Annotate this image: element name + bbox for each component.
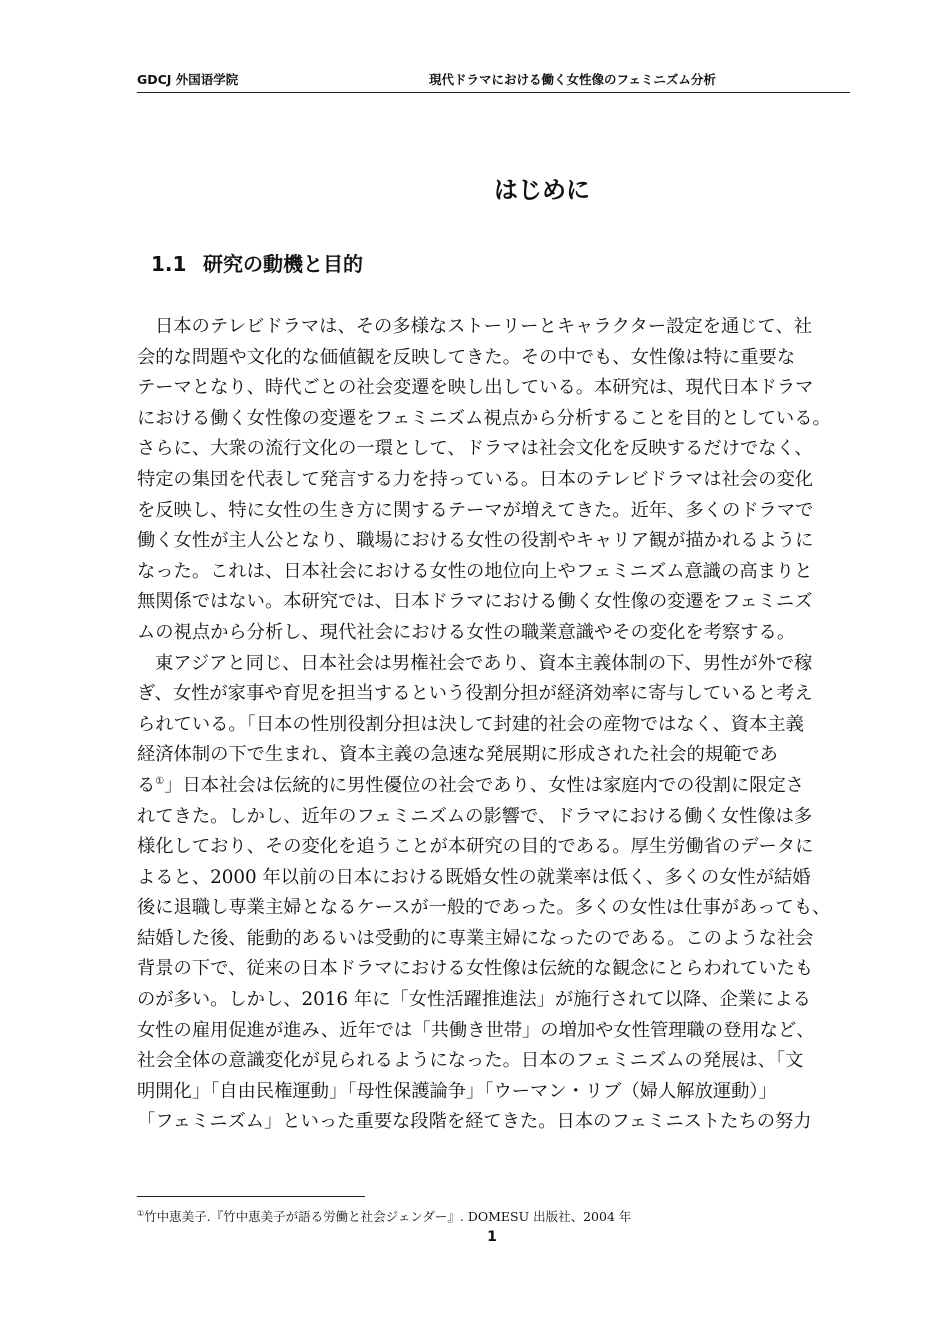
body-line: 社会全体の意識変化が見られるようになった。日本のフェミニズムの発展は、「文 (137, 1050, 804, 1072)
body-line-with-footnote (137, 771, 867, 802)
body-text (137, 312, 867, 1138)
body-line: よると、2000 年以前の日本における既婚女性の就業率は低く、多くの女性が結婚 (137, 866, 811, 888)
body-line: における働く女性像の変遷をフェミニズム視点から分析することを目的としている。 (137, 407, 831, 429)
page-number: 1 (487, 1229, 497, 1245)
body-line: さらに、大衆の流行文化の一環として、ドラマは社会文化を反映するだけでなく、 (137, 438, 813, 460)
body-line: 「フェミニズム」といった重要な段階を経てきた。日本のフェミニストたちの努力 (137, 1111, 812, 1133)
body-line: 無関係ではない。本研究では、日本ドラマにおける働く女性像の変遷をフェミニズ (137, 591, 813, 613)
chapter-title: はじめに (494, 176, 590, 204)
body-line: 日本のテレビドラマは、その多様なストーリーとキャラクター設定を通じて、社 (155, 316, 813, 337)
body-line: 特定の集団を代表して発言する力を持っている。日本のテレビドラマは社会の変化 (137, 468, 814, 490)
section-number: 1.1 (151, 252, 187, 276)
body-line: なった。これは、日本社会における女性の地位向上やフェミニズム意識の高まりと (137, 560, 813, 582)
body-line: 経済体制の下で生まれ、資本主義の急速な発展期に形成された社会的規範であ (137, 744, 778, 766)
body-line: 東アジアと同じ、日本社会は男権社会であり、資本主義体制の下、男性が外で稼 (155, 652, 813, 674)
body-line: 会的な問題や文化的な価値観を反映してきた。その中でも、女性像は特に重要な (137, 346, 796, 368)
body-line: 様化しており、その変化を追うことが本研究の目的である。厚生労働省のデータに (137, 836, 814, 858)
section-title-text: 研究の動機と目的 (203, 252, 363, 276)
body-line: ムの視点から分析し、現代社会における女性の職業意識やその変化を考察する。 (137, 621, 796, 643)
body-line: られている。「日本の性別役割分担は決して封建的社会の産物ではなく、資本主義 (137, 713, 804, 735)
section-heading (151, 249, 363, 279)
body-line: 結婚した後、能動的あるいは受動的に専業主婦になったのである。このような社会 (137, 927, 814, 949)
running-header (137, 70, 850, 93)
body-line: テーマとなり、時代ごとの社会変遷を映し出している。本研究は、現代日本ドラマ (137, 377, 814, 399)
footnote-divider (137, 1196, 365, 1197)
header-institution: GDCJ 外国语学院 (137, 72, 239, 87)
footnote (137, 1209, 631, 1225)
footnote-marker: ① (137, 1209, 145, 1218)
body-line: 後に退職し専業主婦となるケースが一般的であった。多くの女性は仕事があっても、 (137, 897, 831, 919)
body-line: 働く女性が主人公となり、職場における女性の役割やキャリア観が描かれるように (137, 530, 814, 552)
body-line: ぎ、女性が家事や育児を担当するという役割分担が経済効率に寄与していると考え (137, 683, 813, 705)
body-line-start: る (137, 774, 156, 796)
body-line: を反映し、特に女性の生き方に関するテーマが増えてきた。近年、多くのドラマで (137, 499, 814, 521)
body-line: のが多い。しかし、2016 年に「女性活躍推進法」が施行されて以降、企業による (137, 989, 811, 1011)
body-line: 明開化」「自由民権運動」「母性保護論争」「ウーマン・リブ（婦人解放運動）」 (137, 1080, 777, 1102)
body-line: 女性の雇用促進が進み、近年では「共働き世帯」の増加や女性管理職の登用など、 (137, 1019, 815, 1041)
header-thesis-title: 現代ドラマにおける働く女性像のフェミニズム分析 (429, 72, 716, 87)
body-line: れてきた。しかし、近年のフェミニズムの影響で、ドラマにおける働く女性像は多 (137, 805, 813, 827)
body-line-rest: 」日本社会は伝統的に男性優位の社会であり、女性は家庭内での役割に限定さ (164, 774, 805, 796)
footnote-text: 竹中恵美子.『竹中恵美子が語る労働と社会ジェンダー』. DOMESU 出版社、2004 年 (144, 1209, 632, 1224)
body-line: 背景の下で、従来の日本ドラマにおける女性像は伝統的な観念にとらわれていたも (137, 958, 814, 980)
footnote-reference[interactable]: ① (155, 775, 165, 787)
